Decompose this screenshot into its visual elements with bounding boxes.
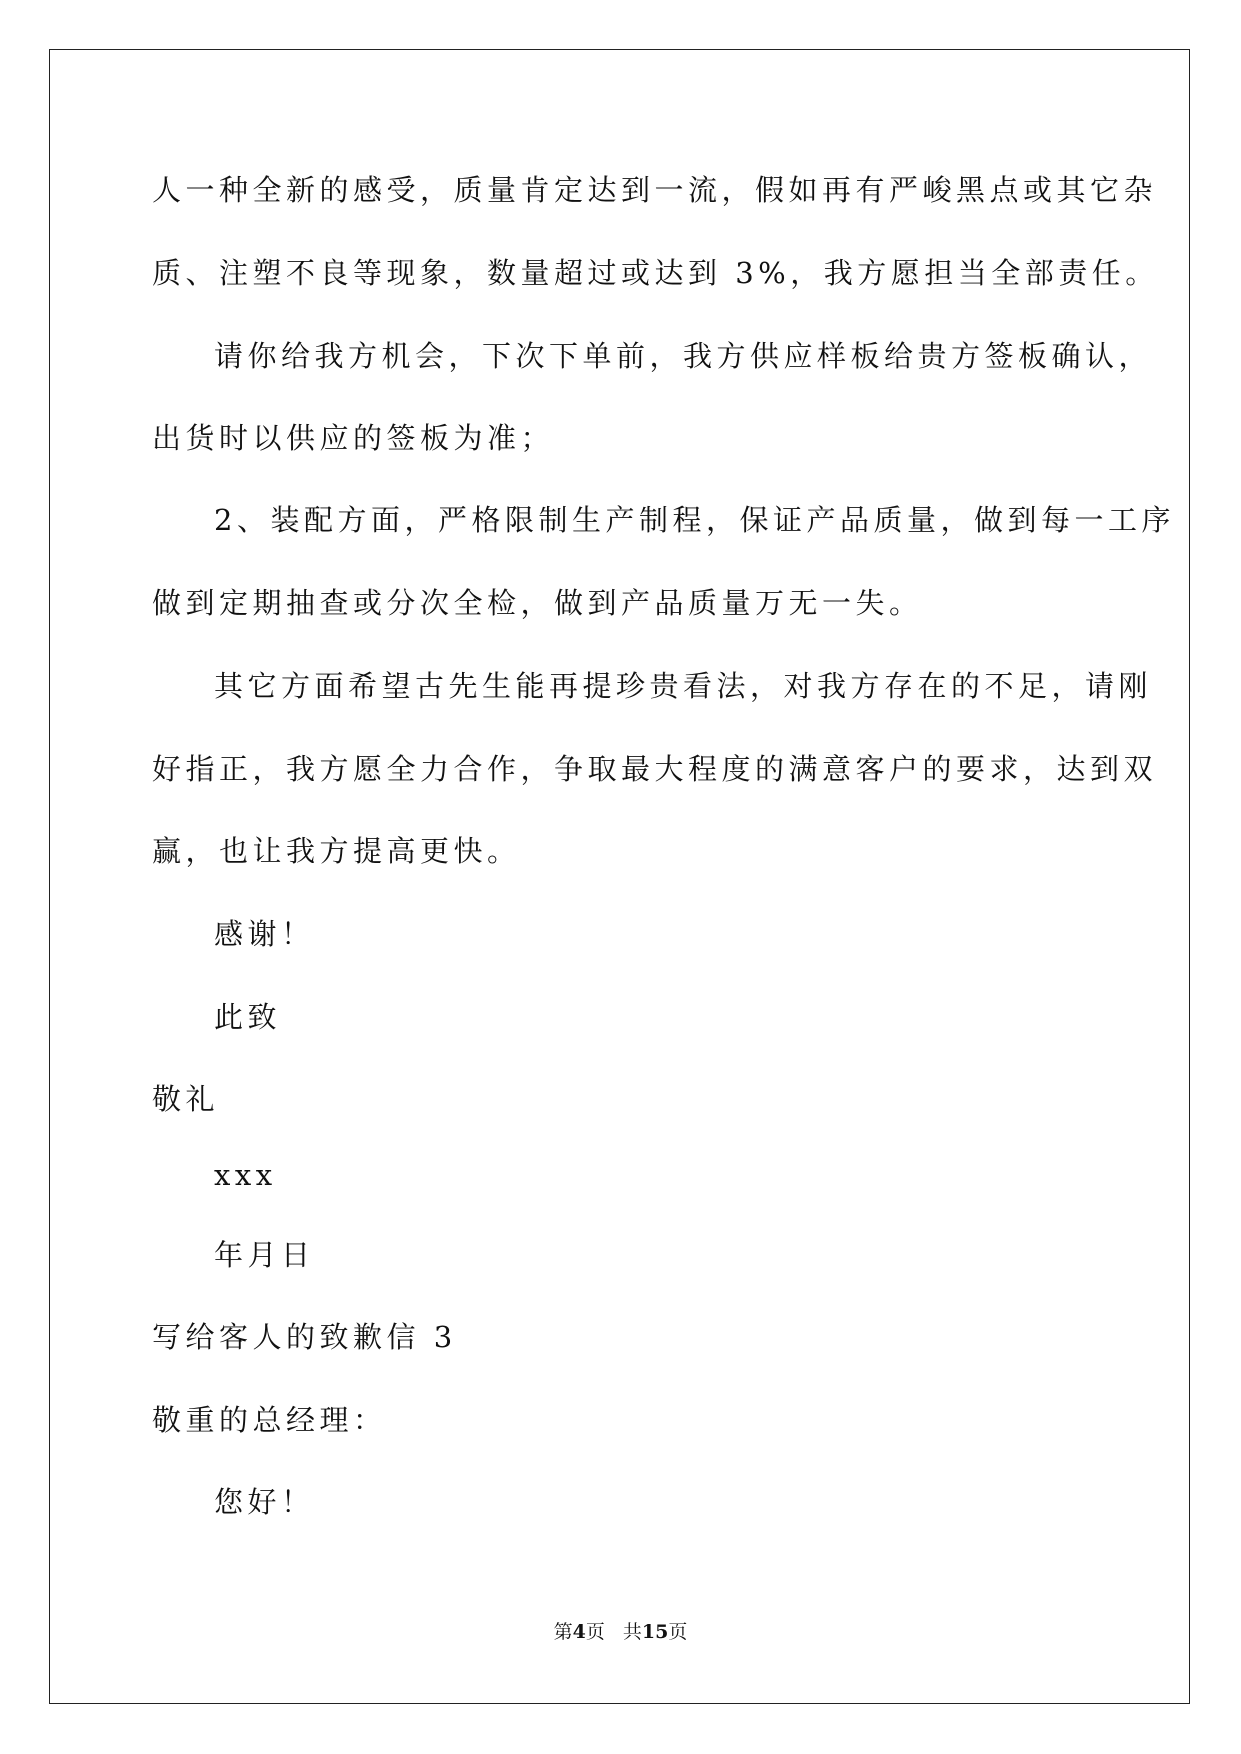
body-line-6: 做到定期抽查或分次全检，做到产品质量万无一失。 bbox=[152, 586, 923, 620]
body-line-2: 质、注塑不良等现象，数量超过或达到 3%，我方愿担当全部责任。 bbox=[152, 256, 1159, 290]
page-border bbox=[49, 49, 1190, 1704]
signature-name: xxx bbox=[214, 1158, 277, 1192]
page-footer bbox=[0, 1617, 1241, 1644]
total-prefix: 共 bbox=[622, 1621, 642, 1643]
body-line-3: 请你给我方机会，下次下单前，我方供应样板给贵方签板确认， bbox=[214, 339, 1153, 373]
body-line-9: 赢，也让我方提高更快。 bbox=[152, 834, 521, 868]
body-line-8: 好指正，我方愿全力合作，争取最大程度的满意客户的要求，达到双 bbox=[152, 752, 1158, 786]
greeting: 您好！ bbox=[214, 1485, 315, 1519]
body-line-1: 人一种全新的感受，质量肯定达到一流，假如再有严峻黑点或其它杂 bbox=[152, 173, 1158, 207]
salutation: 敬重的总经理： bbox=[152, 1403, 387, 1437]
signature-date: 年月日 bbox=[214, 1238, 315, 1272]
thanks-line: 感谢！ bbox=[214, 917, 315, 951]
section-title: 写给客人的致歉信 3 bbox=[152, 1320, 457, 1354]
total-pages: 15 bbox=[641, 1621, 669, 1643]
body-line-7: 其它方面希望古先生能再提珍贵看法，对我方存在的不足，请刚 bbox=[214, 669, 1153, 703]
closing-cizhi: 此致 bbox=[214, 1000, 282, 1034]
page-number: 4 bbox=[572, 1621, 586, 1643]
body-line-4: 出货时以供应的签板为准； bbox=[152, 421, 555, 455]
page-suffix: 页 bbox=[585, 1621, 605, 1643]
page-prefix: 第 bbox=[553, 1621, 573, 1643]
body-line-5: 2、装配方面，严格限制生产制程，保证产品质量，做到每一工序 bbox=[214, 503, 1175, 537]
closing-jingli: 敬礼 bbox=[152, 1082, 220, 1116]
total-suffix: 页 bbox=[668, 1621, 688, 1643]
